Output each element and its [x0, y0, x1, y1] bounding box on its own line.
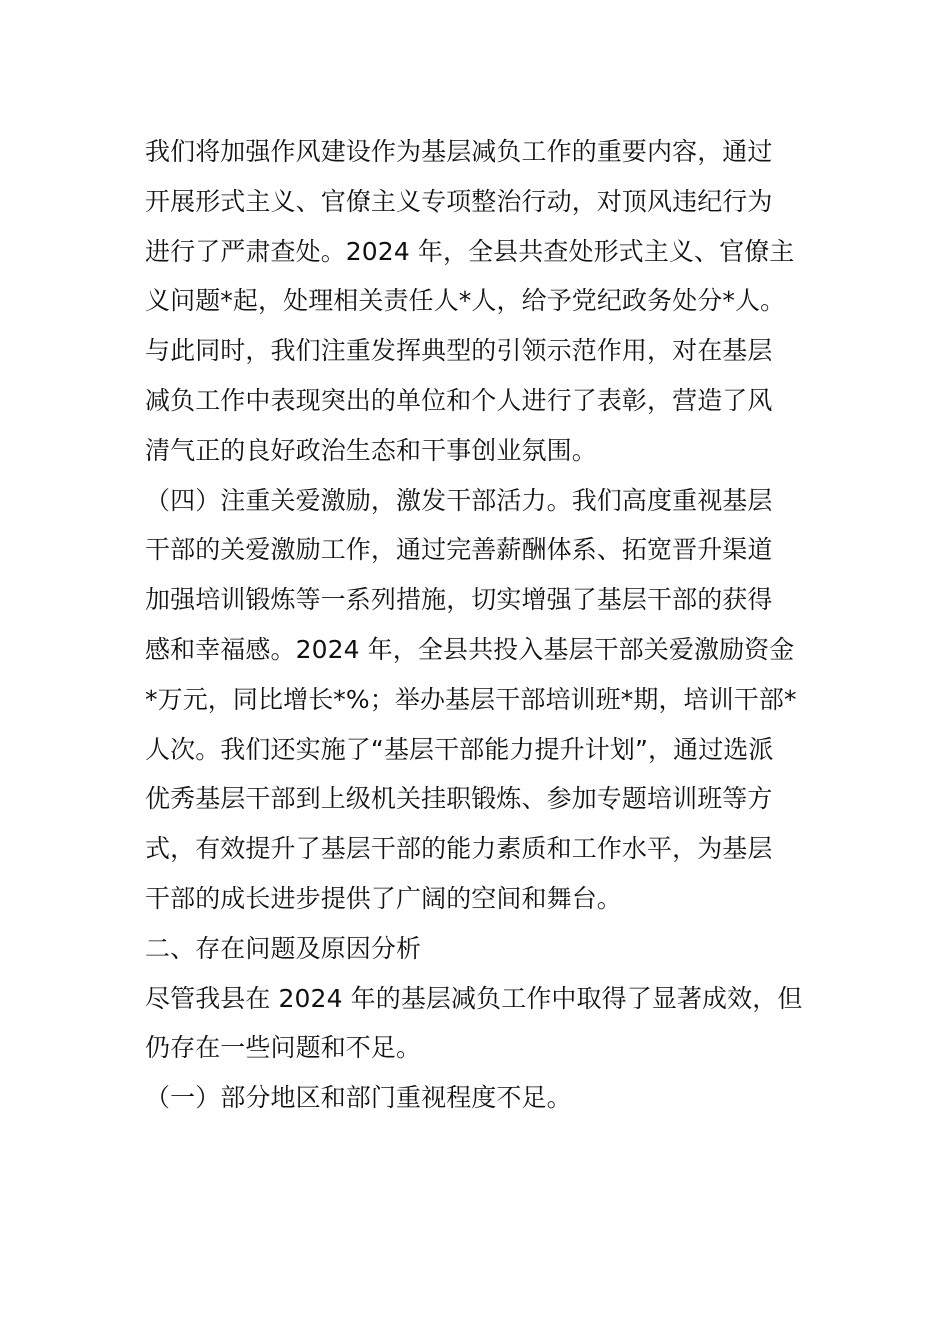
text-line: 开展形式主义、官僚主义专项整治行动，对顶风违纪行为 — [145, 186, 773, 216]
text-line: 人次。我们还实施了“基层干部能力提升计划”，通过选派 — [145, 734, 774, 764]
text-line: 仍存在一些问题和不足。 — [145, 1033, 422, 1063]
text-line: 义问题*起，处理相关责任人*人，给予党纪政务处分*人。 — [145, 286, 786, 316]
text-line: 与此同时，我们注重发挥典型的引领示范作用，对在基层 — [145, 336, 773, 366]
text-line: 加强培训锻炼等一系列措施，切实增强了基层干部的获得 — [145, 585, 773, 615]
text-line: 清气正的良好政治生态和干事创业氛围。 — [145, 435, 597, 465]
text-line: 进行了严肃查处。2024 年，全县共查处形式主义、官僚主 — [145, 236, 795, 266]
text-line: 尽管我县在 2024 年的基层减负工作中取得了显著成效，但 — [145, 983, 803, 1013]
text-line: 我们将加强作风建设作为基层减负工作的重要内容，通过 — [145, 137, 773, 166]
text-line: 优秀基层干部到上级机关挂职锻炼、参加专题培训班等方 — [145, 784, 773, 814]
text-line: 感和幸福感。2024 年，全县共投入基层干部关爱激励资金 — [145, 634, 795, 664]
text-line: 干部的成长进步提供了广阔的空间和舞台。 — [145, 883, 622, 913]
text-line: 式，有效提升了基层干部的能力素质和工作水平，为基层 — [145, 834, 773, 864]
text-line: 干部的关爱激励工作，通过完善薪酬体系、拓宽晋升渠道 — [145, 535, 773, 565]
text-line: 减负工作中表现突出的单位和个人进行了表彰，营造了风 — [145, 385, 773, 415]
text-line: *万元，同比增长*%；举办基层干部培训班*期，培训干部* — [145, 684, 797, 714]
section-heading-line: （四）注重关爱激励，激发干部活力。我们高度重视基层 — [145, 485, 773, 515]
subsection-heading: （一）部分地区和部门重视程度不足。 — [145, 1083, 572, 1113]
document-page — [145, 127, 815, 1123]
section-heading: 二、存在问题及原因分析 — [145, 933, 422, 963]
